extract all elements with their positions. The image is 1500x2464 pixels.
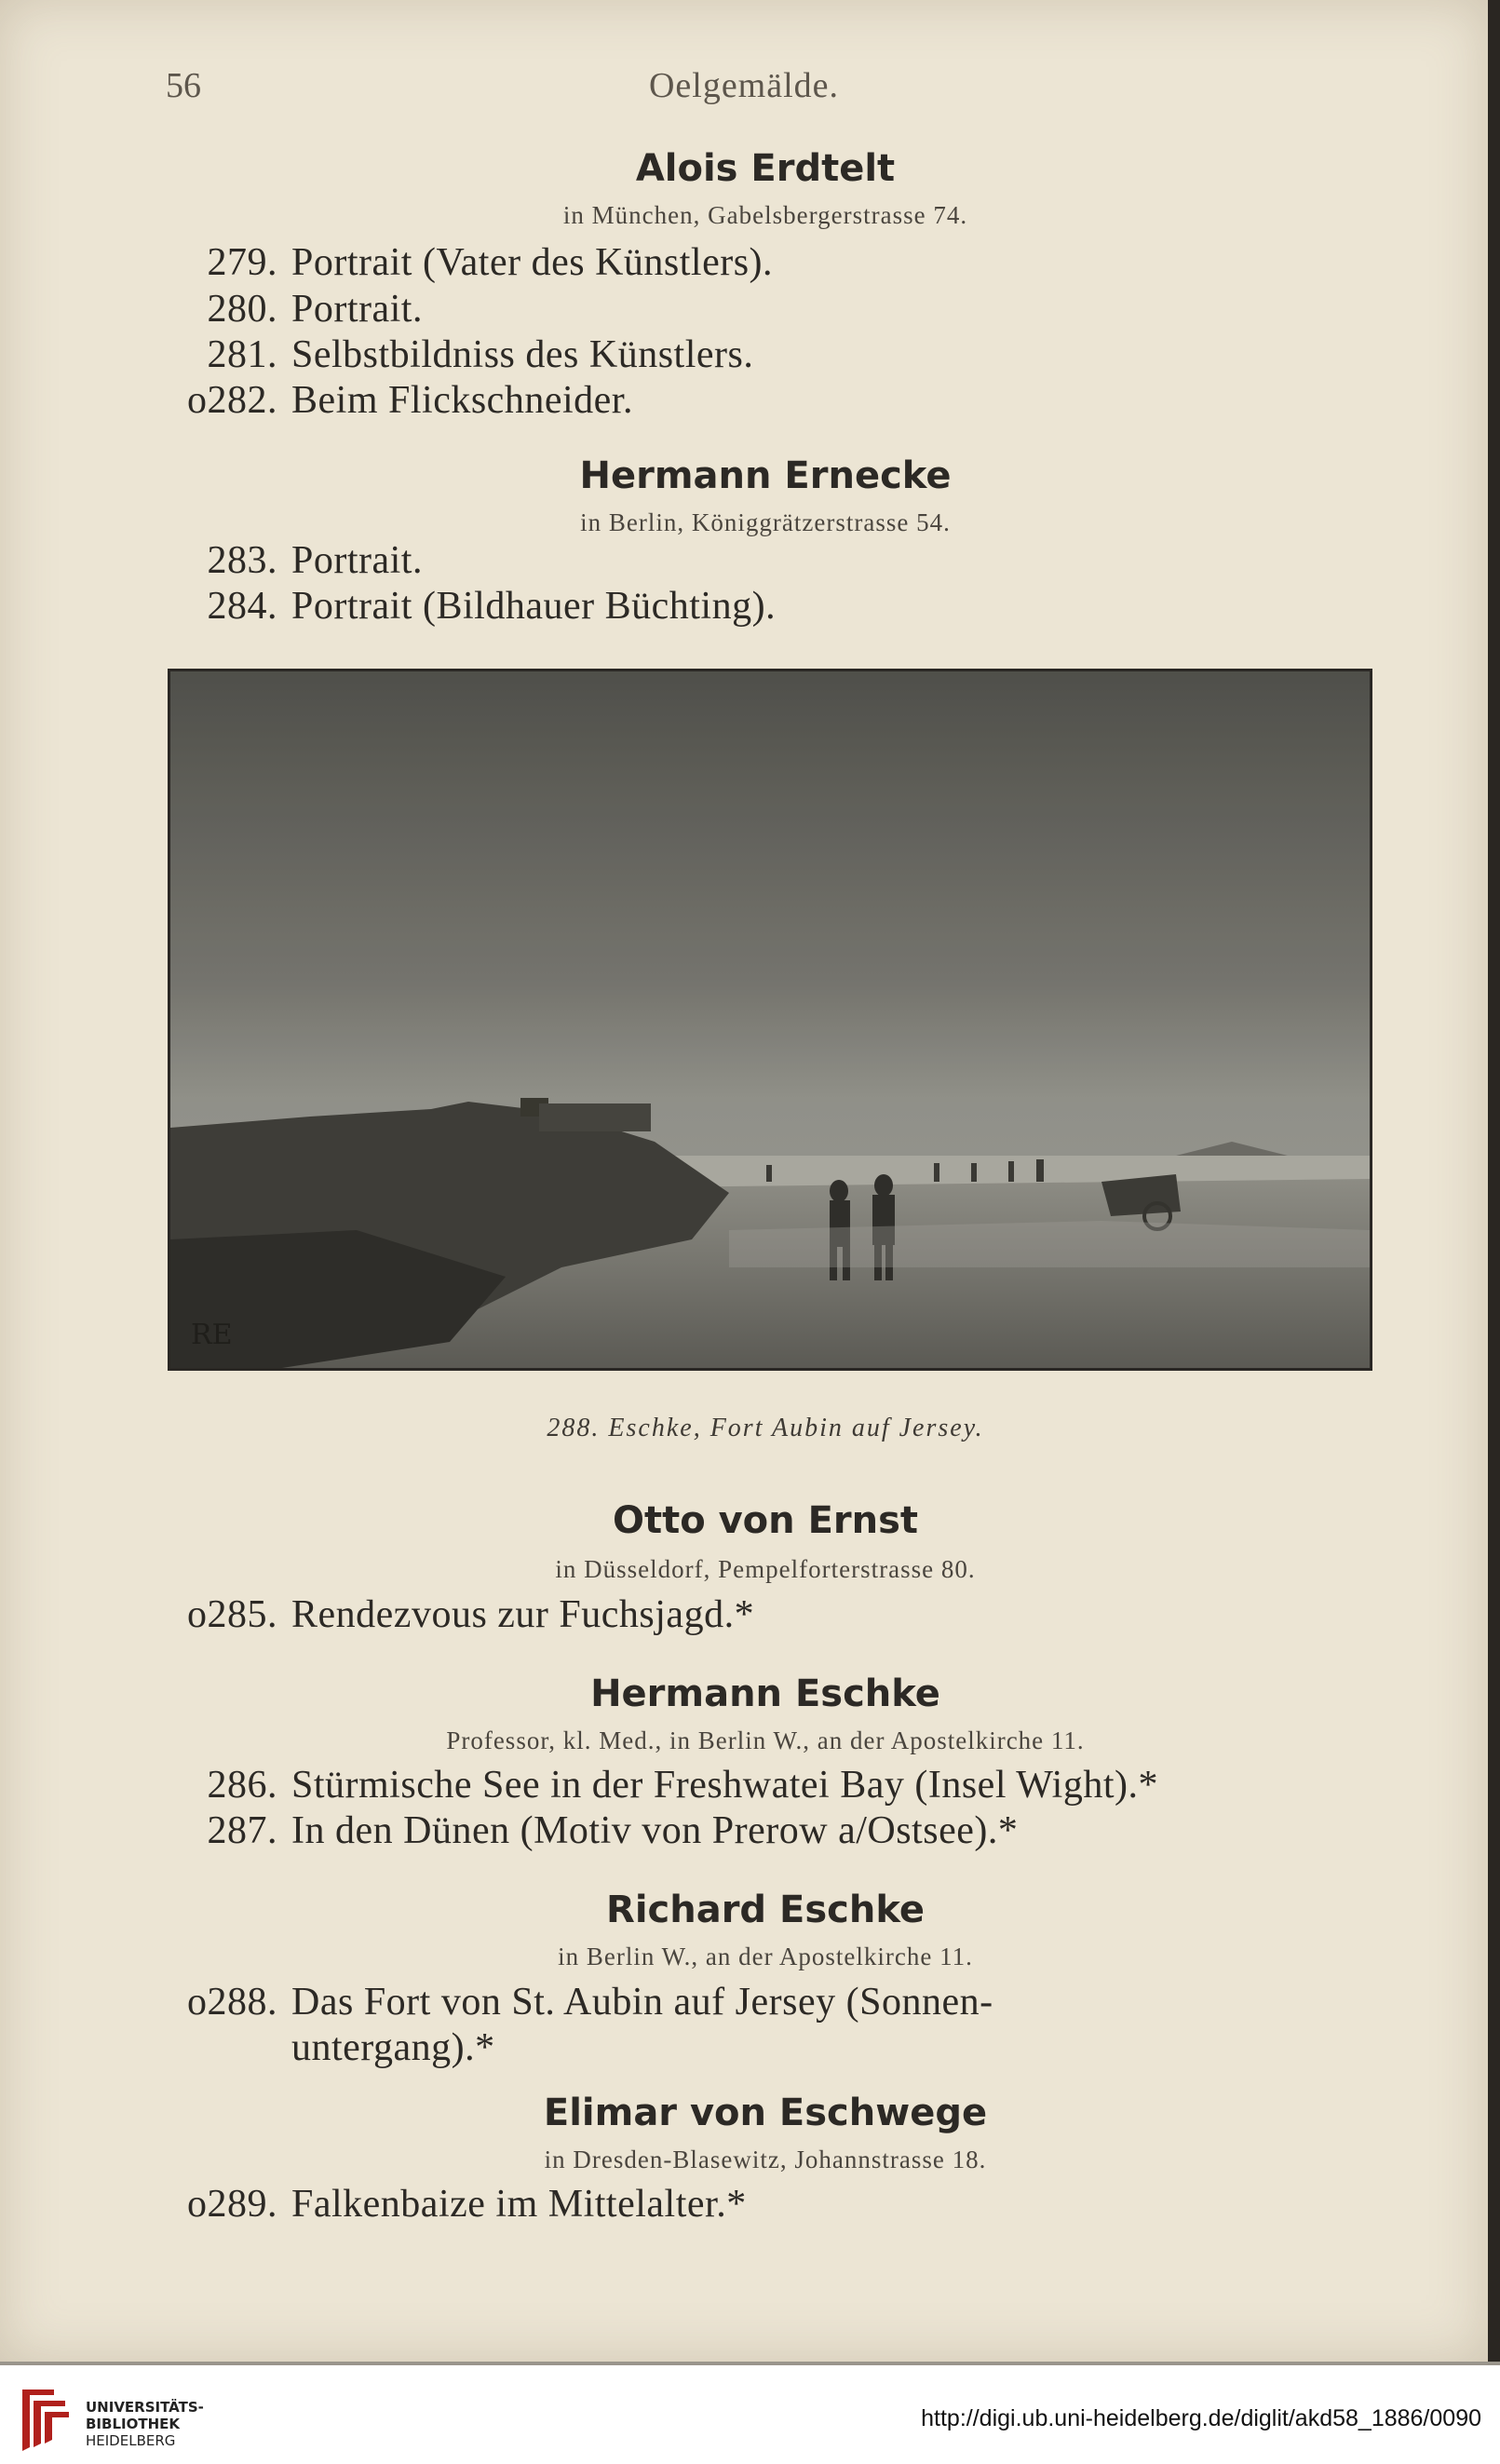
entry-title: untergang).*: [291, 2026, 495, 2069]
plate-illustration: [168, 669, 1372, 1371]
entry-title: Stürmische See in der Freshwatei Bay (Insel Wight).*: [291, 1764, 1159, 1807]
artist-name: Otto von Ernst: [612, 1499, 919, 1542]
entry-number: 283.: [207, 539, 277, 582]
entry-number: 280.: [207, 288, 277, 331]
plate-monogram: RE: [191, 1319, 233, 1351]
source-url-link[interactable]: http://digi.ub.uni-heidelberg.de/diglit/akd58_1886/0090: [921, 2405, 1481, 2431]
entry-title: In den Dünen (Motiv von Prerow a/Ostsee).*: [291, 1809, 1019, 1852]
entry-title: Rendezvous zur Fuchsjagd.*: [291, 1593, 755, 1636]
page-number: 56: [166, 66, 201, 105]
entry-number: 287.: [207, 1809, 277, 1852]
entry-title: Selbstbildniss des Künstlers.: [291, 333, 754, 376]
entry-title: Portrait (Bildhauer Büchting).: [291, 585, 777, 628]
entry-title: Beim Flickschneider.: [291, 379, 633, 422]
artist-address: in Berlin W., an der Apostelkirche 11.: [558, 1943, 973, 1970]
page-edge-shadow: [1488, 0, 1500, 2362]
artist-address: in München, Gabelsbergerstrasse 74.: [562, 201, 968, 229]
entry-title: Portrait.: [291, 539, 423, 582]
entry-number: o288.: [187, 1981, 277, 2024]
plate-caption: 288. Eschke, Fort Aubin auf Jersey.: [547, 1414, 984, 1442]
artist-name: Alois Erdtelt: [635, 147, 896, 190]
entry-number: o282.: [187, 379, 277, 422]
entry-title: Falkenbaize im Mittelalter.*: [291, 2183, 747, 2226]
artist-address: in Dresden-Blasewitz, Johannstrasse 18.: [544, 2146, 987, 2173]
seascape-image: [170, 671, 1370, 1368]
entry-number: o289.: [187, 2183, 277, 2226]
library-logo-icon: [17, 2382, 71, 2455]
artist-name: Elimar von Eschwege: [543, 2092, 988, 2134]
library-name-line1: UNIVERSITÄTS-: [86, 2399, 204, 2416]
artist-address: in Berlin, Königgrätzerstrasse 54.: [580, 508, 951, 536]
entry-title: Portrait (Vater des Künstlers).: [291, 241, 774, 284]
entry-number: 286.: [207, 1764, 277, 1807]
artist-name: Hermann Ernecke: [579, 454, 952, 497]
entry-number: o285.: [187, 1593, 277, 1636]
entry-title: Portrait.: [291, 288, 423, 331]
artist-name: Richard Eschke: [606, 1889, 925, 1931]
artist-address: Professor, kl. Med., in Berlin W., an der Apostelkirche 11.: [446, 1726, 1085, 1754]
library-name-line3: HEIDELBERG: [86, 2432, 176, 2449]
artist-address: in Düsseldorf, Pempelforterstrasse 80.: [555, 1555, 976, 1583]
artist-name: Hermann Eschke: [590, 1672, 940, 1715]
entry-number: 279.: [207, 241, 277, 284]
entry-number: 281.: [207, 333, 277, 376]
entry-title: Das Fort von St. Aubin auf Jersey (Sonnen-: [291, 1981, 993, 2024]
library-name-line2: BIBLIOTHEK: [86, 2416, 180, 2432]
running-title: Oelgemälde.: [648, 66, 840, 105]
entry-number: 284.: [207, 585, 277, 628]
